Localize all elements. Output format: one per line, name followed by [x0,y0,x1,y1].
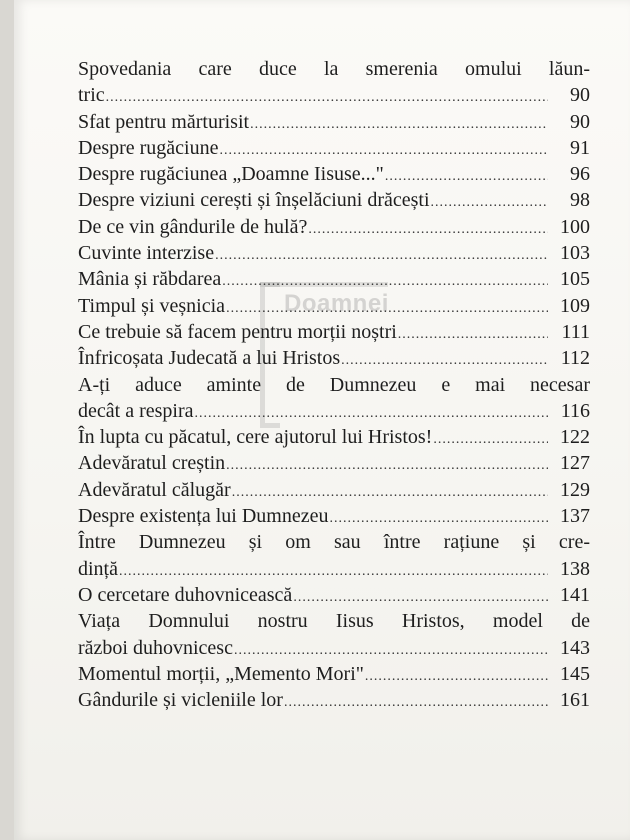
toc-line [78,661,590,687]
toc-leader [106,85,548,108]
toc-title: Despre existența lui Dumnezeu [78,505,329,528]
toc-page: 143 [560,636,590,659]
toc-title: Cuvinte interzise [78,242,215,265]
toc-page: 105 [560,268,590,291]
toc-title: Despre rugăciune [78,136,219,159]
toc-title: Viața Domnului nostru Iisus Hristos, model de [78,610,590,633]
toc-line [78,582,590,608]
toc-page: 111 [561,320,590,343]
toc-leader [385,164,548,187]
toc-line [78,372,590,398]
toc-line [78,214,590,240]
toc-leader [215,243,548,266]
toc-line [78,266,590,292]
toc-title: Despre viziuni cerești și înșelăciuni drăcești [78,189,430,212]
toc-line [78,477,590,503]
toc-page: 145 [560,662,590,685]
toc-page: 122 [560,426,590,449]
toc-leader [226,453,548,476]
toc-title: Ce trebuie să facem pentru morții noștri [78,320,397,343]
toc-line [78,161,590,187]
toc-page: 100 [560,215,590,238]
toc-title: Gândurile și vicleniile lor [78,689,283,712]
toc-leader [119,559,548,582]
toc-line [78,424,590,450]
toc-page: 127 [560,452,590,475]
toc-title: Momentul morții, „Memento Mori" [78,662,364,685]
toc-line [78,82,590,108]
toc-title: Timpul și veșnicia [78,294,226,317]
toc-page: 161 [560,689,590,712]
toc-line [78,450,590,476]
toc-line [78,529,590,555]
toc-title: În lupta cu păcatul, cere ajutorul lui Hristos! [78,426,433,449]
toc-leader [220,138,549,161]
toc-line [78,635,590,661]
toc-leader [398,322,548,345]
watermark-text: Doamnei [284,290,389,317]
toc-leader [232,480,548,503]
toc-leader [293,585,548,608]
toc-page: 141 [560,583,590,606]
book-page [14,0,630,840]
toc-page: 109 [560,294,590,317]
toc-leader [226,296,548,319]
toc-leader [284,690,548,713]
toc-title: tric [78,84,105,107]
toc-title: Despre rugăciunea „Doamne Iisuse..." [78,163,384,186]
toc-page: 96 [570,163,590,186]
toc-page: 129 [560,478,590,501]
toc-title: Adevăratul călugăr [78,478,231,501]
toc-line [78,608,590,634]
toc-leader [433,427,548,450]
toc-leader [234,638,548,661]
toc-leader [194,401,548,424]
toc-line [78,556,590,582]
toc-page: 90 [570,84,590,107]
toc-page: 137 [560,505,590,528]
toc-page: 91 [570,136,590,159]
toc-page: 138 [560,557,590,580]
toc-line [78,56,590,82]
toc-title: Sfat pentru mărturisit [78,110,250,133]
toc-leader [308,217,548,240]
toc-line [78,293,590,319]
toc-title: Adevăratul creștin [78,452,226,475]
toc-leader [431,190,548,213]
toc-line [78,187,590,213]
toc-line [78,687,590,713]
toc-line [78,503,590,529]
toc-line [78,135,590,161]
toc-leader [365,664,548,687]
toc-page: 116 [560,399,590,422]
toc-page: 103 [560,242,590,265]
toc-title: decât a respira [78,399,194,422]
toc-title: O cercetare duhovnicească [78,583,293,606]
toc-title: război duhovnicesc [78,636,233,659]
toc-line [78,345,590,371]
toc-line [78,109,590,135]
toc-title: dință [78,557,118,580]
toc-leader [329,506,548,529]
toc-title: Mânia și răbdarea [78,268,222,291]
table-of-contents [78,56,590,713]
toc-page: 112 [560,347,590,370]
toc-leader [222,269,548,292]
toc-line [78,319,590,345]
toc-title: Înfricoșata Judecată a lui Hristos [78,347,341,370]
toc-page: 98 [570,189,590,212]
toc-title: A-ți aduce aminte de Dumnezeu e mai necesar [78,373,590,396]
toc-line [78,398,590,424]
toc-title: Între Dumnezeu și om sau între rațiune și cre- [78,531,590,554]
toc-leader [250,112,548,135]
toc-line [78,240,590,266]
toc-page: 90 [570,110,590,133]
toc-title: Spovedania care duce la smerenia omului lăun- [78,58,590,80]
toc-title: De ce vin gândurile de hulă? [78,215,308,238]
toc-leader [341,348,548,371]
